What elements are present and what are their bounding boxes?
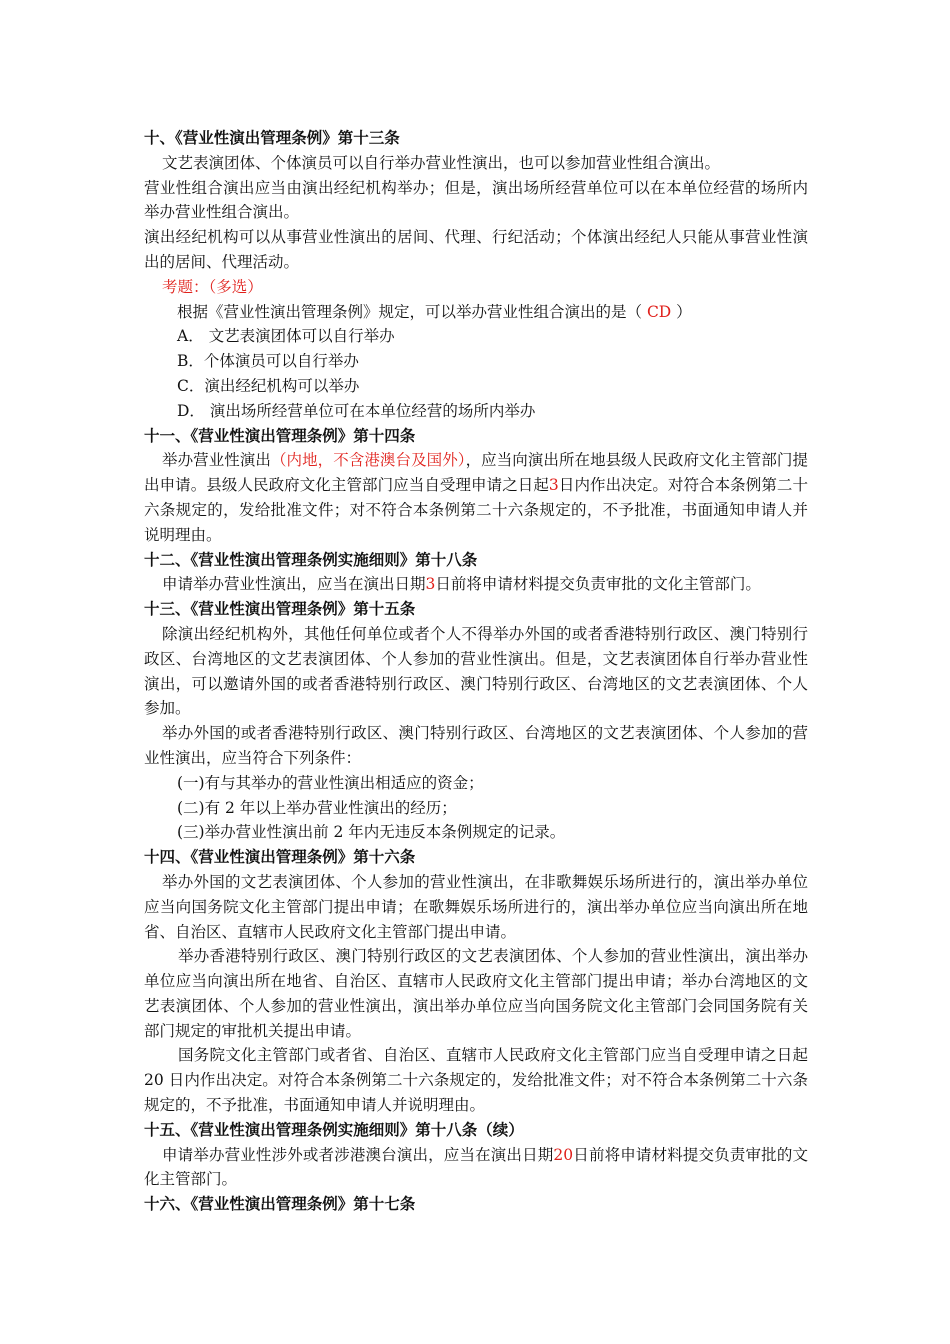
section-14-para-3: 国务院文化主管部门或者省、自治区、直辖市人民政府文化主管部门应当自受理申请之日起 20 日内作出决定。对符合本条例第二十六条规定的，发给批准文件；对不符合本条例第二十六条规定的，不予批准，书面通知申请人并说明理由。 — [144, 1046, 808, 1115]
section-14-para-2: 举办香港特别行政区、澳门特别行政区的文艺表演团体、个人参加的营业性演出，演出举办单位应当向演出所在地省、自治区、直辖市人民政府文化主管部门提出申请；举办台湾地区的文艺表演团体、个人参加的营业性演出，演出举办单位应当向国务院文化主管部门会同国务院有关部门规定的审批机关提出申请。 — [144, 947, 808, 1040]
section-15-text-b: 日前将申请材料提交负责审批的文化主管部门。 — [144, 1145, 808, 1189]
exam-answer: CD — [642, 302, 677, 321]
section-11-para — [144, 448, 808, 547]
section-10-para-1: 文艺表演团体、个体演员可以自行举办营业性演出，也可以参加营业性组合演出。 — [162, 153, 721, 172]
exam-question — [144, 300, 808, 325]
section-10-para-3: 演出经纪机构可以从事营业性演出的居间、代理、行纪活动；个体演出经纪人只能从事营业性演出的居间、代理活动。 — [144, 228, 808, 271]
section-10-title: 十、《营业性演出管理条例》第十三条 — [144, 128, 400, 147]
exam-option-c: C．演出经纪机构可以举办 — [177, 376, 360, 395]
section-10-para-2: 营业性组合演出应当由演出经纪机构举办；但是，演出场所经营单位可以在本单位经营的场所内举办营业性组合演出。 — [144, 178, 808, 222]
section-12-days: 3 — [425, 575, 436, 594]
condition-item-1: (一)有与其举办的营业性演出相适应的资金； — [177, 773, 484, 792]
section-16-title: 十六、《营业性演出管理条例》第十七条 — [144, 1194, 416, 1214]
section-15-para — [144, 1143, 808, 1193]
exam-label: 考题：（多选） — [162, 277, 263, 296]
condition-item-3: (三)举办营业性演出前 2 年内无违反本条例规定的记录。 — [177, 823, 566, 842]
section-12-title: 十二、《营业性演出管理条例实施细则》第十八条 — [144, 549, 478, 569]
section-15-title: 十五、《营业性演出管理条例实施细则》第十八条（续） — [144, 1119, 524, 1139]
section-11-scope-note: （内地，不含港澳台及国外） — [270, 451, 466, 470]
exam-option-b: B．个体演员可以自行举办 — [177, 352, 359, 371]
section-15-text-a: 申请举办营业性涉外或者涉港澳台演出，应当在演出日期 — [162, 1145, 554, 1164]
condition-item-2: (二)有 2 年以上举办营业性演出的经历； — [177, 798, 457, 817]
section-11-text-b: ，应当向演出所在地县级人民政府文化主管部门提出申请。县级人民政府文化主管部门应当自受理申请之日起 — [144, 451, 808, 495]
section-11-text-a: 举办营业性演出 — [162, 451, 271, 470]
section-15-days: 20 — [553, 1145, 574, 1164]
document-page — [144, 126, 808, 1217]
section-11-title: 十一、《营业性演出管理条例》第十四条 — [144, 425, 416, 445]
section-13-para-2: 举办外国的或者香港特别行政区、澳门特别行政区、台湾地区的文艺表演团体、个人参加的营业性演出，应当符合下列条件： — [144, 724, 808, 767]
section-14-title: 十四、《营业性演出管理条例》第十六条 — [144, 847, 416, 867]
exam-option-a: A． 文艺表演团体可以自行举办 — [177, 327, 395, 346]
section-12-para — [144, 572, 808, 597]
exam-question-text: 根据《营业性演出管理条例》规定，可以举办营业性组合演出的是（ — [177, 302, 643, 321]
section-12-text-b: 日前将申请材料提交负责审批的文化主管部门。 — [435, 575, 761, 594]
section-13-title: 十三、《营业性演出管理条例》第十五条 — [144, 599, 416, 619]
section-11-days: 3 — [548, 476, 559, 495]
section-13-para-1: 除演出经纪机构外，其他任何单位或者个人不得举办外国的或者香港特别行政区、澳门特别行政区、台湾地区的文艺表演团体、个人参加的营业性演出。但是，文艺表演团体自行举办营业性演出，可以邀请外国的或者香港特别行政区、澳门特别行政区、台湾地区的文艺表演团体、个人参加。 — [144, 624, 808, 718]
section-14-para-1: 举办外国的文艺表演团体、个人参加的营业性演出，在非歌舞娱乐场所进行的，演出举办单位应当向国务院文化主管部门提出申请；在歌舞娱乐场所进行的，演出举办单位应当向演出所在地省、自治区、直辖市人民政府文化主管部门提出申请。 — [144, 872, 808, 941]
exam-question-close: ） — [676, 302, 692, 321]
section-11-text-c: 日内作出决定。对符合本条例第二十六条规定的，发给批准文件；对不符合本条例第二十六条规定的，不予批准，书面通知申请人并说明理由。 — [144, 476, 808, 544]
section-12-text-a: 申请举办营业性演出，应当在演出日期 — [162, 575, 426, 594]
exam-option-d: D． 演出场所经营单位可在本单位经营的场所内举办 — [177, 401, 536, 420]
